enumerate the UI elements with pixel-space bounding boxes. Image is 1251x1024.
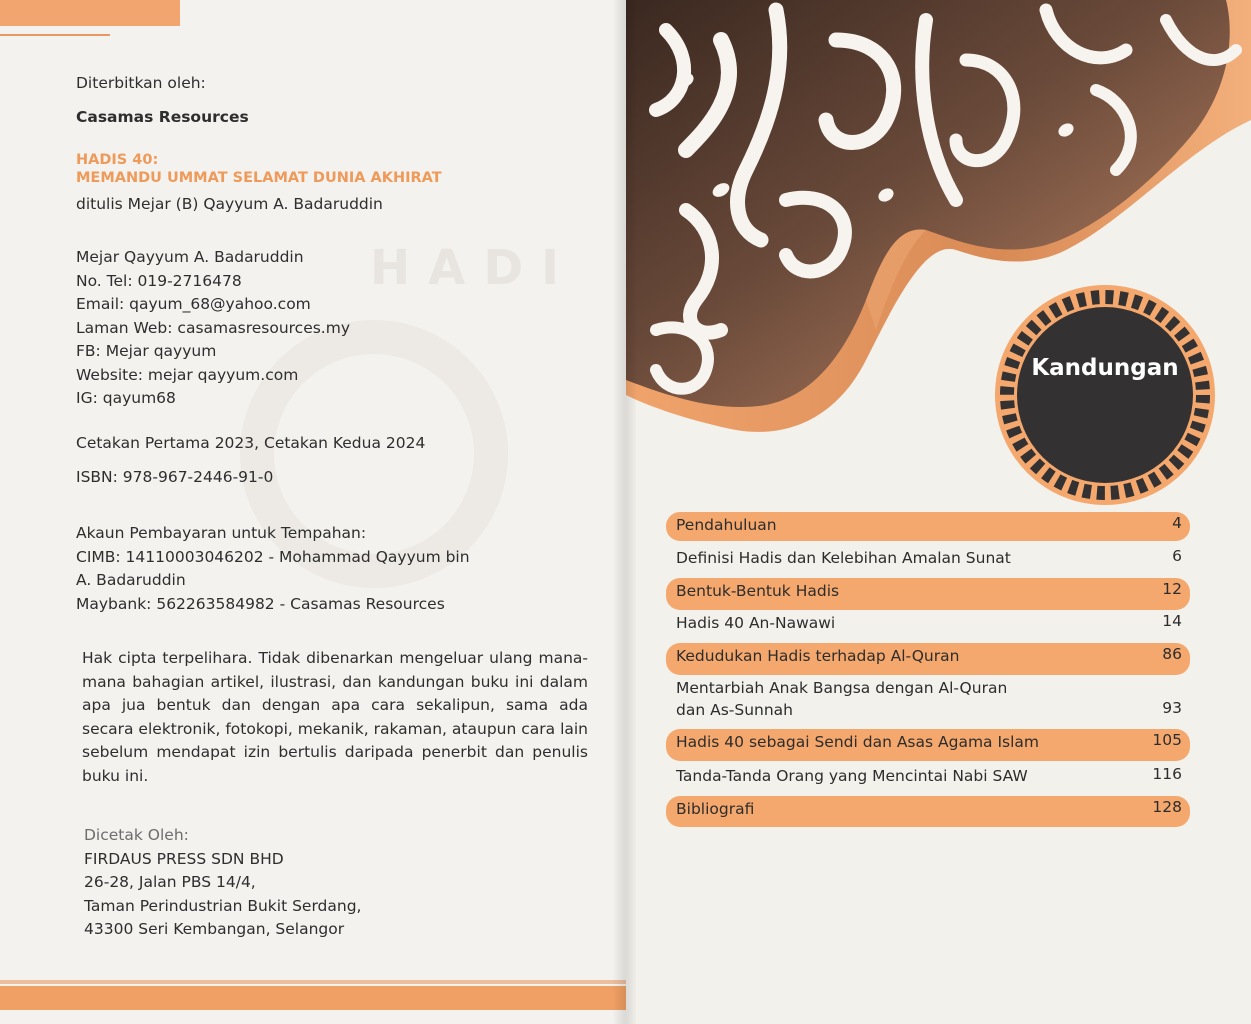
top-corner-tab	[0, 0, 180, 26]
toc-page-number: 105	[1152, 731, 1182, 749]
toc-row	[666, 796, 1190, 827]
printer-block	[84, 824, 361, 942]
toc-title	[676, 545, 1011, 567]
toc-title-line: Mentarbiah Anak Bangsa dengan Al-Quran	[676, 679, 1008, 697]
publisher-name: Casamas Resources	[76, 108, 249, 126]
contact-name: Mejar Qayyum A. Badaruddin	[76, 248, 304, 266]
contact-block	[76, 246, 350, 411]
toc-title	[676, 763, 1028, 785]
toc-title	[676, 610, 835, 632]
toc-row	[666, 763, 1190, 796]
copyright-notice: Hak cipta terpelihara. Tidak dibenarkan mengeluar ulang mana-mana bahagian artikel, ilustrasi, dan kandungan buku ini dalam apa jua bentuk dan dengan apa cara sekalipun, sama ada secara elektronik, fotokopi, mekanik, rakaman, ataupun cara lain sebelum mendapat izin bertulis daripada penerbit dan penulis buku ini.	[82, 649, 588, 785]
kandungan-badge	[992, 282, 1218, 508]
contact-facebook: FB: Mejar qayyum	[76, 342, 217, 360]
book-title-block	[76, 151, 442, 215]
payment-account-block	[76, 522, 470, 616]
account-maybank: Maybank: 562263584982 - Casamas Resources	[76, 594, 445, 613]
toc-page-number: 14	[1162, 612, 1182, 630]
account-cimb: CIMB: 14110003046202 - Mohammad Qayyum bin	[76, 547, 470, 566]
toc-row	[666, 610, 1190, 643]
ghost-watermark-text: HADI	[370, 240, 578, 296]
printer-address-3: 43300 Seri Kembangan, Selangor	[84, 920, 345, 938]
toc-page-number: 86	[1162, 645, 1182, 663]
toc-row	[666, 729, 1190, 761]
toc-title-line: Kedudukan Hadis terhadap Al-Quran	[676, 647, 960, 665]
toc-row	[666, 578, 1190, 610]
contact-phone: No. Tel: 019-2716478	[76, 271, 242, 290]
edition-line: Cetakan Pertama 2023, Cetakan Kedua 2024	[76, 434, 426, 452]
toc-page-number: 93	[1162, 699, 1182, 717]
toc-page-number: 4	[1172, 514, 1182, 532]
toc-title	[676, 729, 1039, 751]
toc-title-line: Bibliografi	[676, 800, 755, 818]
book-title-line-1: HADIS 40:	[76, 152, 159, 168]
bottom-band-shadow	[0, 980, 626, 984]
contact-email: Email: qayum_68@yahoo.com	[76, 295, 311, 313]
toc-title	[676, 643, 959, 665]
contact-instagram: IG: qayum68	[76, 389, 176, 407]
toc-row	[666, 675, 1190, 729]
book-gutter-shadow	[612, 0, 636, 1024]
contact-website: Website: mejar qayyum.com	[76, 365, 299, 384]
printer-address-2: Taman Perindustrian Bukit Serdang,	[84, 896, 362, 915]
toc-title-line: Hadis 40 sebagai Sendi dan Asas Agama Islam	[676, 733, 1040, 751]
toc-row	[666, 545, 1190, 578]
isbn-line: ISBN: 978-967-2446-91-0	[76, 468, 274, 486]
author-line: ditulis Mejar (B) Qayyum A. Badaruddin	[76, 195, 383, 213]
toc-title-line: Definisi Hadis dan Kelebihan Amalan Sunat	[676, 549, 1011, 567]
account-cimb-cont: A. Badaruddin	[76, 571, 186, 589]
toc-row	[666, 643, 1190, 675]
contents-page	[626, 0, 1251, 1024]
toc-page-number: 6	[1172, 547, 1182, 565]
toc-title-line: Bentuk-Bentuk Hadis	[676, 582, 840, 600]
toc-title-line: Pendahuluan	[676, 516, 777, 534]
account-label: Akaun Pembayaran untuk Tempahan:	[76, 524, 367, 542]
printer-name: FIRDAUS PRESS SDN BHD	[84, 849, 284, 868]
toc-page-number: 128	[1152, 798, 1182, 816]
printer-address-1: 26-28, Jalan PBS 14/4,	[84, 873, 256, 891]
printer-label: Dicetak Oleh:	[84, 826, 189, 844]
toc-title	[676, 796, 754, 818]
publisher-label: Diterbitkan oleh:	[76, 74, 206, 92]
toc-title	[676, 578, 839, 600]
toc-title	[676, 675, 1007, 719]
toc-title-line: dan As-Sunnah	[676, 701, 793, 719]
table-of-contents	[666, 512, 1190, 827]
toc-page-number: 12	[1162, 580, 1182, 598]
toc-title-line: Hadis 40 An-Nawawi	[676, 614, 836, 632]
toc-title	[676, 512, 777, 534]
kandungan-heading: Kandungan	[1031, 355, 1179, 381]
toc-title-line: Tanda-Tanda Orang yang Mencintai Nabi SAW	[676, 767, 1028, 785]
toc-row	[666, 512, 1190, 541]
bottom-decorative-band	[0, 986, 626, 1010]
toc-page-number: 116	[1152, 765, 1182, 783]
contact-webpage: Laman Web: casamasresources.my	[76, 318, 351, 337]
book-title-line-2: MEMANDU UMMAT SELAMAT DUNIA AKHIRAT	[76, 170, 442, 186]
